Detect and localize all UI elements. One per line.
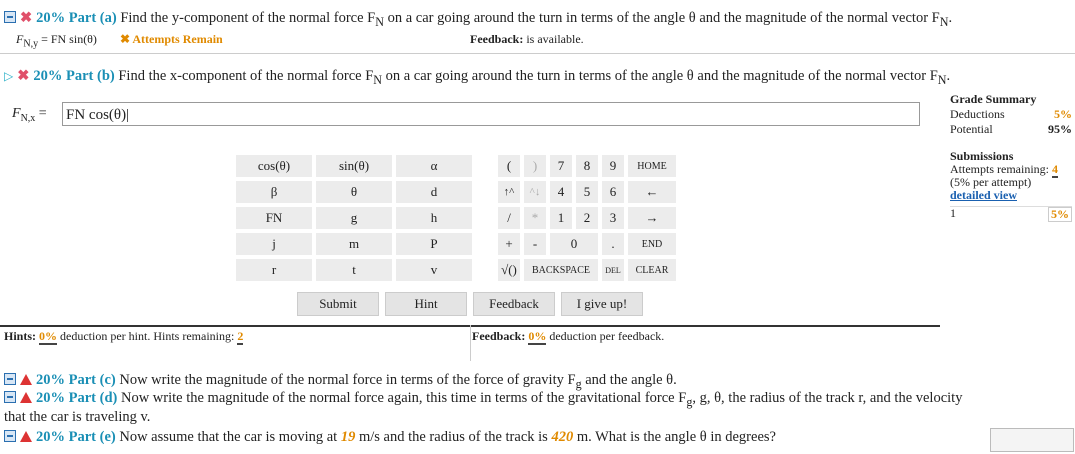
part-b-label: [12, 106, 47, 124]
collapse-icon[interactable]: [4, 391, 16, 403]
key-up[interactable]: ↑^: [496, 179, 522, 205]
hints-text: deduction per hint. Hints remaining:: [57, 329, 238, 343]
key-right[interactable]: →: [626, 205, 678, 231]
per-attempt: (5% per attempt): [950, 175, 1032, 189]
attempts-label: Attempts remaining:: [950, 162, 1052, 176]
part-a-title: [4, 10, 952, 30]
potential-label: Potential: [950, 122, 993, 136]
hints-remaining: 2: [237, 329, 244, 343]
grade-summary-title: Grade Summary: [950, 92, 1037, 106]
part-a-text2: on a car going around the turn in terms of the angle θ and the magnitude of the normal vector F: [383, 10, 940, 26]
key-g[interactable]: g: [314, 205, 394, 231]
key-home[interactable]: HOME: [626, 153, 678, 179]
hints-label: Hints:: [4, 329, 37, 343]
key-7[interactable]: 7: [548, 153, 574, 179]
part-e-text3: m. What is the angle θ in degrees?: [573, 429, 776, 445]
key-8[interactable]: 8: [574, 153, 600, 179]
key-p[interactable]: P: [394, 231, 474, 257]
deductions-value: 5%: [1054, 107, 1072, 121]
part-b-sub: N: [373, 72, 382, 87]
submit-button[interactable]: Submit: [297, 292, 379, 316]
part-e-text: Now assume that the car is moving at: [119, 429, 341, 445]
part-e-title: [4, 429, 776, 446]
expand-arrow-icon[interactable]: ▷: [4, 69, 14, 83]
part-a-percent: 20% Part (a): [36, 10, 117, 26]
grade-summary: [950, 92, 1072, 137]
part-d-line2: that the car is traveling v.: [4, 409, 151, 425]
key-sin[interactable]: sin(θ): [314, 153, 394, 179]
part-a-answer-rest: = FN sin(θ): [38, 32, 97, 46]
part-a-feedback-label: Feedback:: [470, 32, 524, 46]
attempts-value: 4: [1051, 162, 1058, 176]
incorrect-icon: ✖: [20, 10, 33, 26]
key-end[interactable]: END: [626, 231, 678, 257]
part-b-text: Find the x-component of the normal force F: [118, 68, 374, 84]
hints-line: [4, 329, 243, 344]
warning-icon: [20, 392, 32, 403]
key-divide[interactable]: /: [496, 205, 522, 231]
key-fn[interactable]: FN: [234, 205, 314, 231]
part-e-text2: m/s and the radius of the track is: [355, 429, 552, 445]
part-b-label-rest: =: [35, 106, 47, 121]
key-1[interactable]: 1: [548, 205, 574, 231]
collapse-icon[interactable]: [4, 430, 16, 442]
key-multiply[interactable]: *: [522, 205, 548, 231]
part-a-answer: [16, 32, 97, 49]
collapse-icon[interactable]: [4, 373, 16, 385]
part-e-speed: 19: [340, 429, 356, 445]
divider-vertical: [470, 325, 471, 361]
submission-index: 1: [950, 206, 956, 220]
part-d-title: [4, 390, 962, 410]
part-b-label-var: F: [12, 106, 21, 121]
key-r[interactable]: r: [234, 257, 314, 283]
answer-input[interactable]: FN cos(θ)|: [62, 102, 920, 126]
key-9[interactable]: 9: [600, 153, 626, 179]
part-a-answer-sub: N,y: [23, 38, 39, 50]
attempts-remain-badge: ✖ Attempts Remain: [120, 32, 223, 46]
part-c-percent: 20% Part (c): [36, 372, 116, 388]
part-b-label-sub: N,x: [20, 112, 36, 124]
key-5[interactable]: 5: [574, 179, 600, 205]
key-dot[interactable]: .: [600, 231, 626, 257]
part-d-percent: 20% Part (d): [36, 390, 118, 406]
key-j[interactable]: j: [234, 231, 314, 257]
warning-icon: [20, 374, 32, 385]
part-a-feedback-text: is available.: [523, 32, 584, 46]
part-a-sub2: N: [939, 14, 949, 29]
key-4[interactable]: 4: [548, 179, 574, 205]
key-theta[interactable]: θ: [314, 179, 394, 205]
key-2[interactable]: 2: [574, 205, 600, 231]
symbol-keypad: [234, 153, 474, 283]
key-v[interactable]: v: [394, 257, 474, 283]
key-minus[interactable]: -: [522, 231, 548, 257]
part-b-end: .: [946, 68, 951, 84]
key-d[interactable]: d: [394, 179, 474, 205]
part-b-title: [4, 68, 950, 88]
key-sqrt[interactable]: √(): [496, 257, 522, 283]
part-c-text2: and the angle θ.: [581, 372, 677, 388]
collapse-icon[interactable]: [4, 11, 16, 23]
key-down[interactable]: ^↓: [522, 179, 548, 205]
warning-icon: [20, 431, 32, 442]
feedback-label: Feedback:: [472, 329, 526, 343]
incorrect-icon: ✖: [17, 68, 30, 84]
feedback-line: [472, 329, 664, 344]
divider: [0, 53, 1075, 54]
hint-button[interactable]: Hint: [385, 292, 467, 316]
part-c-text: Now write the magnitude of the normal force in terms of the force of gravity F: [119, 372, 576, 388]
key-del[interactable]: DEL: [600, 257, 626, 283]
key-t[interactable]: t: [314, 257, 394, 283]
key-cos[interactable]: cos(θ): [234, 153, 314, 179]
part-d-text: Now write the magnitude of the normal force again, this time in terms of the gravitational force F: [120, 390, 687, 406]
submissions: [950, 150, 1072, 222]
feedback-text: deduction per feedback.: [546, 329, 665, 343]
key-backspace[interactable]: BACKSPACE: [522, 257, 600, 283]
key-6[interactable]: 6: [600, 179, 626, 205]
part-b-percent: 20% Part (b): [33, 68, 115, 84]
part-a-answer-var: F: [16, 32, 24, 46]
give-up-button[interactable]: I give up!: [561, 292, 643, 316]
part-a-sub: N: [375, 14, 384, 29]
part-d-sub: g: [686, 394, 693, 409]
part-c-sub: g: [575, 376, 582, 391]
potential-value: 95%: [1048, 122, 1072, 136]
part-b-text2: on a car going around the turn in terms of the angle θ and the magnitude of the normal vector F: [382, 68, 938, 84]
key-3[interactable]: 3: [600, 205, 626, 231]
key-open-paren[interactable]: (: [496, 153, 522, 179]
part-b-sub2: N: [937, 72, 947, 87]
part-e-percent: 20% Part (e): [36, 429, 116, 445]
part-a-end: .: [948, 10, 953, 26]
key-left[interactable]: ←: [626, 179, 678, 205]
number-keypad: [496, 153, 678, 283]
part-a-feedback: [470, 32, 584, 47]
thumbnail-preview: [990, 428, 1074, 452]
key-close-paren[interactable]: ): [522, 153, 548, 179]
key-clear[interactable]: CLEAR: [626, 257, 678, 283]
feedback-button[interactable]: Feedback: [473, 292, 555, 316]
key-h[interactable]: h: [394, 205, 474, 231]
hints-pct: 0%: [39, 329, 58, 343]
part-d-text2: , g, θ, the radius of the track r, and the velocity: [692, 390, 963, 406]
detailed-view-link[interactable]: detailed view: [950, 188, 1017, 202]
feedback-pct: 0%: [528, 329, 547, 343]
key-beta[interactable]: β: [234, 179, 314, 205]
key-m[interactable]: m: [314, 231, 394, 257]
key-0[interactable]: 0: [548, 231, 600, 257]
submissions-title: Submissions: [950, 149, 1014, 163]
part-a-text: Find the y-component of the normal force F: [120, 10, 376, 26]
deductions-label: Deductions: [950, 107, 1005, 121]
key-plus[interactable]: +: [496, 231, 522, 257]
part-c-title: [4, 372, 677, 392]
part-e-radius: 420: [551, 429, 574, 445]
submission-value: 5%: [1048, 207, 1072, 222]
key-alpha[interactable]: α: [394, 153, 474, 179]
